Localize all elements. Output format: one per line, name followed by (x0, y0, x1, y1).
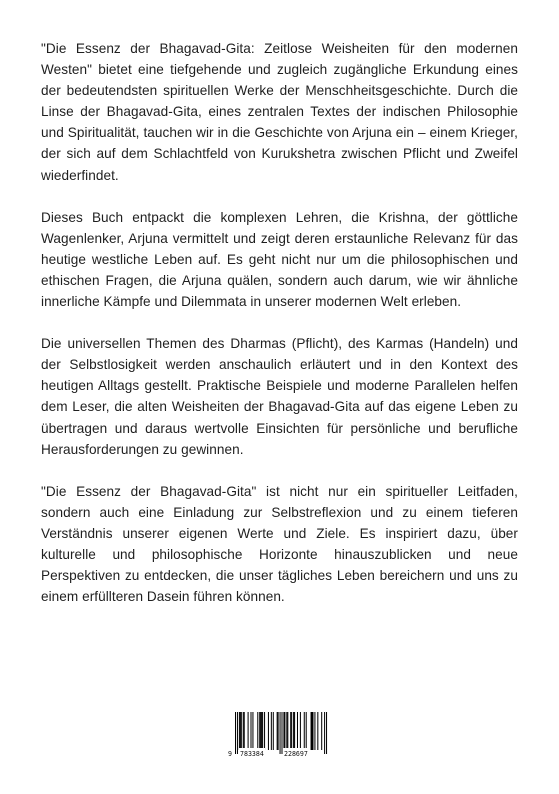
blurb-paragraph-1: "Die Essenz der Bhagavad-Gita: Zeitlose Weisheiten für den modernen Westen" bietet eine tiefgehende und zugleich zugängliche Erkundung eines der bedeutendsten spirituellen Werke der Menschheitsgeschichte. Durch die Linse der Bhagavad-Gita, eines zentralen Textes der indischen Philosophie und Spiritualität, tauchen wir in die Geschichte von Arjuna ein – einem Krieger, der sich auf dem Schlachtfeld von Kurukshetra zwischen Pflicht und Zweifel wiederfindet. (41, 41, 518, 183)
barcode-bar (297, 712, 298, 750)
blurb-paragraph-2: Dieses Buch entpackt die komplexen Lehren, die Krishna, der göttliche Wagenlenker, Arjuna vermittelt und zeigt deren erstaunliche Relevanz für das heutige westliche Leben auf. Es geht nicht nur um die philosophischen und ethischen Fragen, die Arjuna quälen, sondern auch darum, wie wir ähnliche innerliche Kämpfe und Dilemmata in unserer modernen Welt erleben. (41, 209, 518, 310)
barcode-bar (293, 712, 294, 750)
barcode-bar (317, 712, 318, 750)
barcode-bar (291, 712, 292, 750)
barcode-bar (273, 712, 274, 750)
barcode-bar (306, 712, 307, 750)
barcode-bar (271, 712, 272, 750)
barcode-bar (294, 712, 295, 750)
barcode-bar (286, 712, 287, 750)
barcode-bar (261, 712, 262, 750)
barcode-bar (290, 712, 291, 750)
barcode-bar (243, 712, 244, 750)
barcode-bar (262, 712, 263, 750)
barcode-bar (257, 712, 258, 750)
barcode-left-group: 783384 (240, 750, 264, 758)
barcode-bar (260, 712, 261, 750)
blurb-paragraph-4: "Die Essenz der Bhagavad-Gita" ist nicht nur ein spiritueller Leitfaden, sondern auch eine Einladung zur Selbstreflexion und zu einem tieferen Verständnis unserer eigenen Werte und Ziele. Es inspiriert dazu, über kulturelle und philosophische Horizonte hinauszublicken und neue Perspektiven zu entdecken, die unser tägliches Leben bereichern und uns zu einem erfüllteren Dasein führen können. (41, 483, 518, 605)
blurb-paragraph-3: Die universellen Themen des Dharmas (Pflicht), des Karmas (Handeln) und der Selbstlosigkeit werden anschaulich erläutert und in den Kontext des heutigen Alltags gestellt. Praktische Beispiele und moderne Parallelen helfen dem Leser, die alten Weisheiten der Bhagavad-Gita auf das eigene Leben zu übertragen und daraus wertvolle Einsichten für persönliche und berufliche Herausforderungen zu gewinnen. (41, 336, 518, 457)
barcode-bar (239, 712, 240, 750)
isbn-barcode (228, 712, 329, 762)
barcode-bar (312, 712, 313, 750)
blurb-text (41, 38, 518, 628)
barcode-bar (268, 712, 269, 750)
barcode-bar (248, 712, 249, 750)
barcode-bar (304, 712, 305, 750)
barcode-bar (283, 712, 284, 750)
barcode-bar (287, 712, 288, 750)
barcode-bar (284, 712, 285, 750)
barcode-bar (259, 712, 260, 750)
barcode-bar (252, 712, 253, 750)
barcode-bar (300, 712, 301, 750)
barcode-bar (240, 712, 241, 750)
barcode-bar (264, 712, 265, 750)
barcode-bar (311, 712, 312, 750)
barcode-bar (244, 712, 245, 750)
barcode-bar (321, 712, 322, 750)
barcode-right-group: 228697 (284, 750, 308, 758)
barcode-bar (314, 712, 315, 750)
barcode-bar (250, 712, 251, 750)
barcode-bar (241, 712, 242, 750)
barcode-lead-digit: 9 (228, 750, 232, 758)
barcode-bar (312, 712, 313, 750)
barcode-number (228, 748, 329, 760)
barcode-bar (278, 712, 279, 750)
barcode-bar (277, 712, 278, 750)
